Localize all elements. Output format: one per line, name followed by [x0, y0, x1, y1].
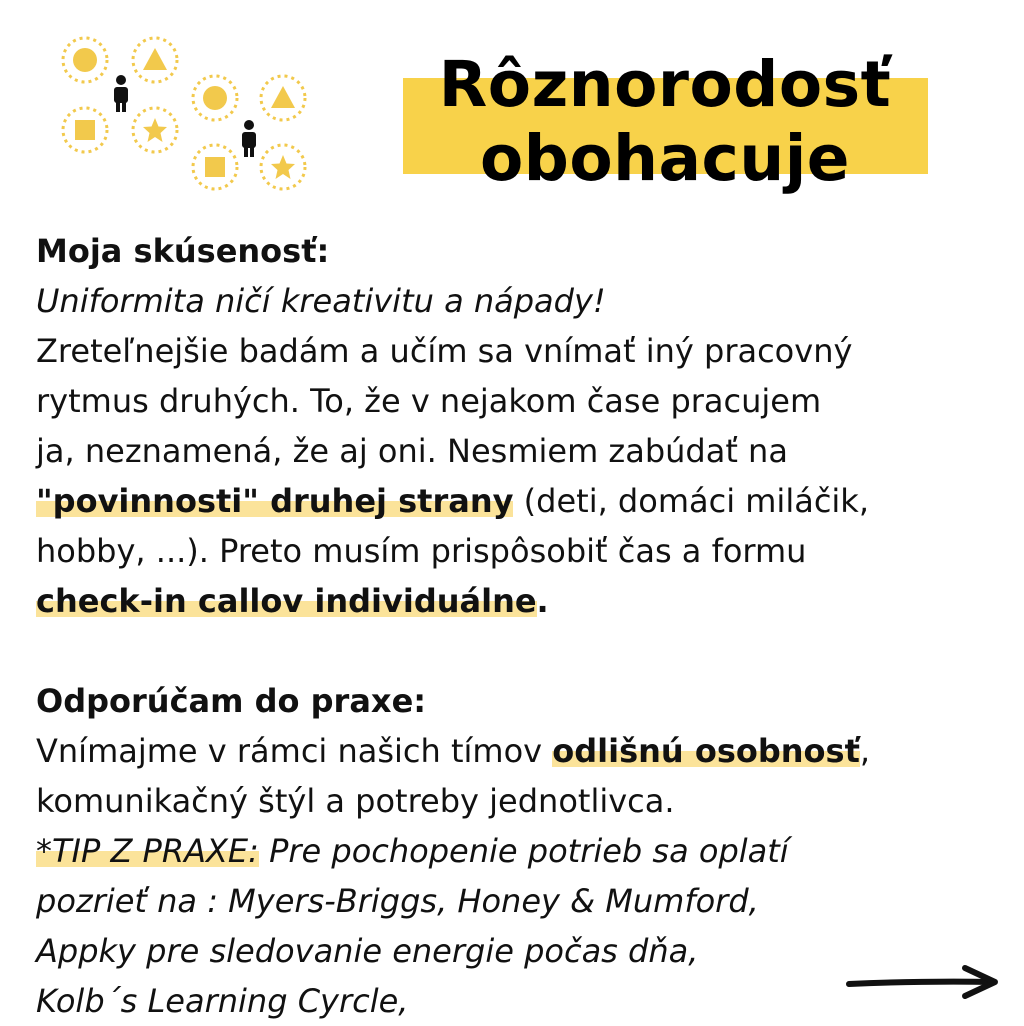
triangle-icon: [143, 48, 167, 70]
experience-text-line: hobby, ...). Preto musím prispôsobiť čas a formu: [36, 532, 807, 570]
highlighted-phrase: odlišnú osobnosť: [552, 732, 860, 770]
star-icon: [143, 118, 167, 142]
arrow-right-icon[interactable]: [845, 962, 1000, 1002]
title-line: obohacuje: [479, 122, 851, 195]
main-content: [36, 226, 996, 1026]
text-fragment: Vnímajme v rámci našich tímov: [36, 732, 553, 770]
triangle-icon: [271, 86, 295, 108]
page-title: [380, 48, 950, 196]
text-fragment: .: [536, 582, 549, 620]
tip-line: [36, 826, 996, 876]
square-icon: [205, 157, 225, 177]
text-fragment: Pre pochopenie potrieb sa oplatí: [258, 832, 789, 870]
text-fragment: (deti, domáci miláčik,: [513, 482, 869, 520]
circle-icon: [73, 48, 97, 72]
experience-text-line: rytmus druhých. To, že v nejakom čase pracujem: [36, 382, 822, 420]
tip-line: Kolb´s Learning Cyrcle,: [36, 982, 409, 1020]
text-fragment: ,: [859, 732, 871, 770]
square-icon: [75, 120, 95, 140]
experience-text-line: [36, 476, 996, 526]
tip-line: Appky pre sledovanie energie počas dňa,: [36, 932, 699, 970]
diversity-illustration: [55, 30, 325, 200]
recommendation-text-line: [36, 726, 996, 776]
experience-heading: Moja skúsenosť:: [36, 232, 330, 270]
person-icon: [114, 75, 128, 112]
circle-icon: [203, 86, 227, 110]
experience-text-line: Zreteľnejšie badám a učím sa vnímať iný pracovný: [36, 332, 853, 370]
recommendation-text-line: komunikačný štýl a potreby jednotlivca.: [36, 782, 675, 820]
recommendation-heading: Odporúčam do praxe:: [36, 682, 427, 720]
experience-quote: Uniformita ničí kreativitu a nápady!: [36, 282, 606, 320]
spacer: [36, 626, 996, 676]
tip-line: pozrieť na : Myers-Briggs, Honey & Mumford,: [36, 882, 759, 920]
highlighted-phrase: check-in callov individuálne: [36, 582, 537, 620]
title-line: Rôznorodosť: [438, 48, 892, 121]
tip-label: *TIP Z PRAXE:: [36, 832, 259, 870]
person-icon: [242, 120, 256, 157]
star-icon: [271, 155, 295, 179]
experience-text-line: ja, neznamená, že aj oni. Nesmiem zabúdať na: [36, 432, 788, 470]
highlighted-phrase: "povinnosti" druhej strany: [36, 482, 514, 520]
experience-text-line: [36, 576, 996, 626]
